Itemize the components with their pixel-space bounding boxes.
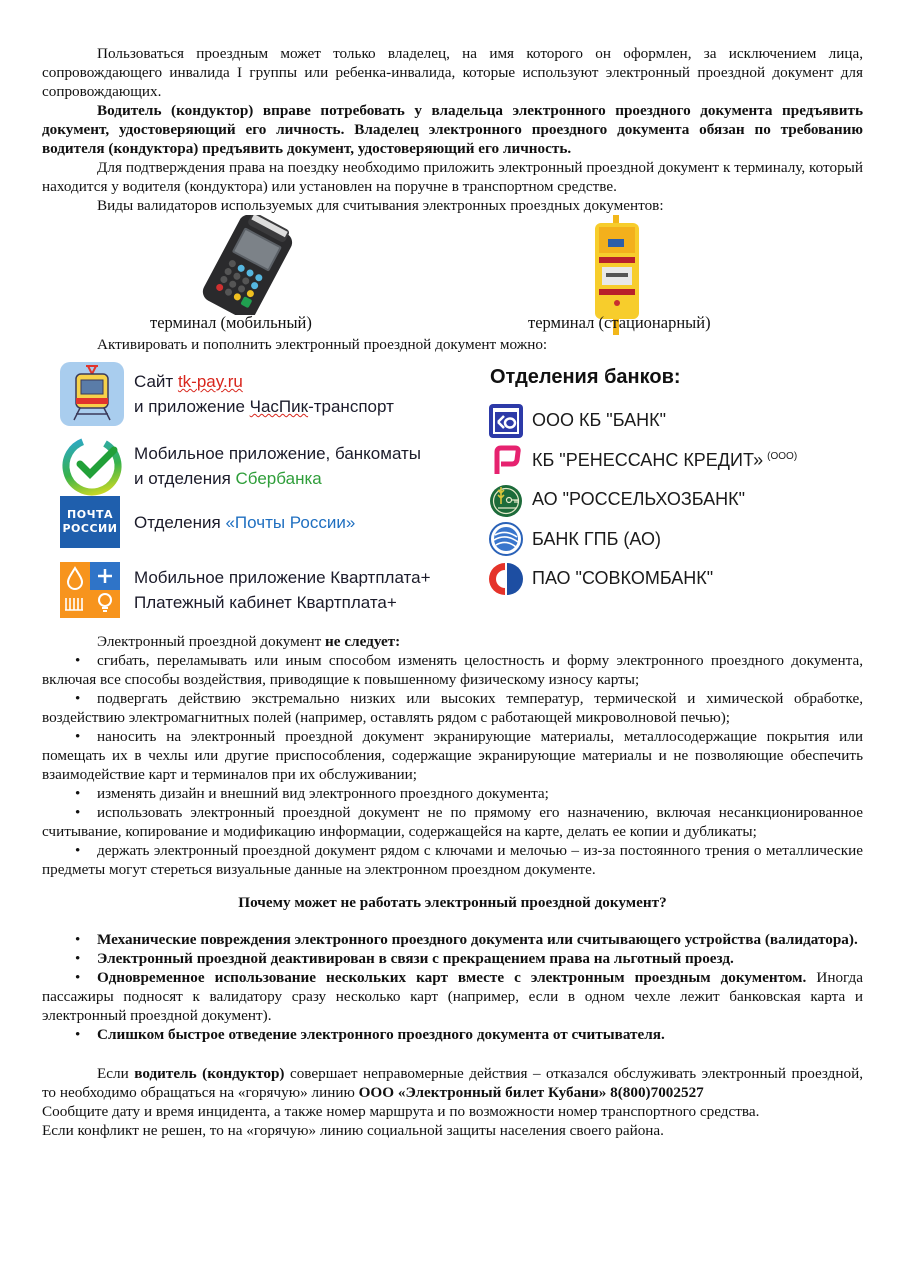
activation-item-kvartplata [60, 562, 431, 618]
bank-item [488, 520, 868, 560]
bullet-icon: • [75, 804, 81, 821]
bullet-icon: • [75, 652, 81, 669]
why-list [42, 930, 863, 1044]
banks-title: Отделения банков: [490, 366, 681, 388]
bullet-icon: • [75, 1026, 81, 1043]
contact-report-info: Сообщите дату и время инцидента, а также номер маршрута и по возможности номер транспортного средства. [42, 1103, 760, 1120]
sberbank-check-icon [60, 434, 124, 498]
dont-item [42, 803, 863, 841]
activation-item-tkpay [60, 362, 394, 426]
activation-item-russian-post [60, 496, 355, 548]
bank-item [488, 480, 868, 520]
bullet-icon: • [75, 969, 81, 986]
sberbank-line1: Мобильное приложение, банкоматы [134, 444, 422, 463]
gazprombank-icon [488, 521, 524, 557]
dont-item-text: использовать электронный проездной документ не по прямому его назначению, включая несанкционированное считывание, копирование и модификацию информации, содержащейся на карте, делать ее копии и дубликаты; [42, 804, 863, 840]
why-item [42, 968, 863, 1025]
kvartplata-line1: Мобильное приложение Квартплата+ [134, 568, 431, 587]
bank-item [488, 559, 868, 599]
why-title: Почему может не работать электронный проездной документ? [238, 894, 667, 911]
dont-item-text: наносить на электронный проездной документ экранирующие материалы, металлосодержащие покрытия или помещать их в чехлы или другие приспособления, содержащие экранирующие материалы и не позволяющие обеспечить взаимодействие карт и терминалов при их обслуживании; [42, 728, 863, 783]
chaspik-suffix: -транспорт [308, 397, 394, 416]
bullet-icon: • [75, 931, 81, 948]
dont-item-text: сгибать, переламывать или иным способом изменять целостность и форму электронного проездного документа, включая все способы воздействия, приводящие к повышенному физическому износу карты; [42, 652, 863, 688]
activation-item-sberbank [60, 434, 421, 498]
paragraph-validation: Для подтверждения права на поездку необходимо приложить электронный проездной документ к терминалу, который находится у водителя (кондуктора) или установлен на поручне в транспортном средстве. [42, 159, 863, 195]
russian-post-icon [60, 496, 120, 548]
why-item-bold: Механические повреждения электронного проездного документа или считывающего устройства (валидатора). [97, 931, 858, 948]
kb-bank-icon [488, 403, 524, 439]
mobile-terminal-label: терминал (мобильный) [150, 313, 312, 332]
chaspik-prefix: и приложение [134, 397, 250, 416]
chaspik-app-name: ЧасПик [249, 397, 309, 416]
bullet-icon: • [75, 690, 81, 707]
bullet-icon: • [75, 785, 81, 802]
bank-name: БАНК ГПБ (АО) [532, 528, 662, 549]
why-item-bold: Слишком быстрое отведение электронного проездного документа от считывателя. [97, 1026, 665, 1043]
sberbank-name: Сбербанка [235, 469, 322, 488]
mobile-terminal-image [192, 215, 312, 315]
train-icon [60, 362, 124, 426]
post-logo-text-1: ПОЧТА [67, 508, 113, 521]
dont-item [42, 651, 863, 689]
dont-item [42, 841, 863, 879]
dont-item [42, 689, 863, 727]
dont-item [42, 784, 863, 803]
dont-item-text: подвергать действию экстремально низких или высоких температур, термической и химической обработке, воздействию электромагнитных полей (например, оставлять рядом с работающей микроволновой печью); [42, 690, 863, 726]
dont-list [42, 651, 863, 879]
bank-name: АО "РОССЕЛЬХОЗБАНК" [532, 489, 746, 510]
dont-intro-text: Электронный проездной документ [97, 633, 326, 650]
paragraph-owner-rules: Пользоваться проездным может только владелец, на имя которого он оформлен, за исключением лица, сопровождающего инвалида I группы или ребенка-инвалида, которые используют электронный проездной документ для сопровождающих. [42, 45, 863, 100]
post-prefix: Отделения [134, 512, 226, 532]
dont-item-text: изменять дизайн и внешний вид электронного проездного документа; [97, 785, 549, 802]
post-logo-text-2: РОССИИ [62, 522, 118, 535]
contact-social-hotline: Если конфликт не решен, то на «горячую» линию социальной защиты населения своего района. [42, 1122, 664, 1139]
renaissance-icon [488, 442, 524, 478]
bank-item [488, 441, 868, 481]
bank-name-text: КБ "РЕНЕССАНС КРЕДИТ» [532, 449, 764, 470]
paragraph-driver-rights: Водитель (кондуктор) вправе потребовать у владельца электронного проездного документа предъявить документ, удостоверяющий его личность. Владелец электронного проездного документа обязан по требованию водителя (кондуктора) предъявить документ, удостоверяющий его личность. [42, 102, 863, 157]
why-item-bold: Одновременное использование нескольких карт вместе с электронным проездным документом. [97, 969, 807, 986]
banks-list [488, 356, 868, 599]
tkpay-site-label: Сайт [134, 372, 178, 391]
bank-name: ПАО "СОВКОМБАНК" [532, 568, 714, 589]
bank-name: ООО КБ "БАНК" [532, 410, 666, 431]
hotline-number: ООО «Электронный билет Кубани» 8(800)7002527 [358, 1084, 704, 1101]
activation-item-text [134, 441, 421, 491]
dont-intro [42, 632, 863, 651]
paragraph-validator-types: Виды валидаторов используемых для считывания электронных проездных документов: [97, 197, 664, 214]
why-item [42, 930, 863, 949]
activation-item-text [134, 369, 394, 419]
why-item [42, 1025, 863, 1044]
kvartplata-line2: Платежный кабинет Квартплата+ [134, 593, 397, 612]
kvartplata-icon [60, 562, 120, 618]
validators-section [42, 215, 863, 333]
contact-text: совершает неправомерные действия – отказался обслуживать электронный проездной, то необходимо обращаться на «горячую» линию [42, 1065, 863, 1101]
why-item-text: Иногда пассажиры подносят к валидатору сразу несколько карт (например, если в одном чехле лежит банковская карта и электронный проездной документ). [42, 969, 863, 1024]
sberbank-prefix: и отделения [134, 469, 236, 488]
tkpay-link[interactable]: tk-pay.ru [177, 372, 243, 391]
bank-item [488, 401, 868, 441]
contact-paragraph [42, 1064, 863, 1102]
activation-item-text [134, 565, 431, 615]
bullet-icon: • [75, 728, 81, 745]
post-name: «Почты России» [225, 512, 356, 532]
bank-name [532, 450, 797, 471]
sovcombank-icon [488, 561, 524, 597]
bullet-icon: • [75, 842, 81, 859]
activation-intro: Активировать и пополнить электронный проездной документ можно: [97, 336, 548, 353]
bullet-icon: • [75, 950, 81, 967]
bank-name-suffix: (ООО) [767, 450, 798, 462]
rosselkhozbank-icon [488, 482, 524, 518]
contact-driver: водитель (кондуктор) [134, 1065, 285, 1082]
why-item-bold: Электронный проездной деактивирован в связи с прекращением права на льготный проезд. [97, 950, 734, 967]
why-item [42, 949, 863, 968]
dont-item [42, 727, 863, 784]
activation-options [42, 356, 863, 626]
contact-text: Если [97, 1065, 135, 1082]
dont-intro-bold: не следует: [325, 633, 401, 650]
stationary-terminal-label: терминал (стационарный) [528, 313, 711, 332]
dont-item-text: держать электронный проездной документ рядом с ключами и мелочью – из-за постоянного трения о металлические предметы могут стереться визуальные данные на электронном проездном документе. [42, 842, 863, 878]
activation-item-text [134, 510, 355, 535]
document-page [42, 44, 863, 1140]
